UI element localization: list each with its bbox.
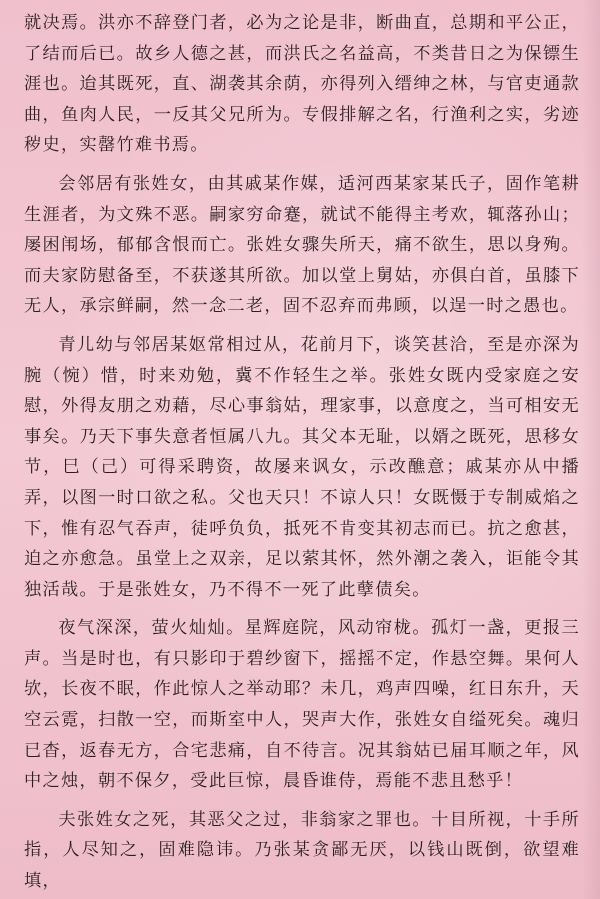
paragraph-5: 夫张姓女之死，其恶父之过，非翁家之罪也。十目所视，十手所指，人尽知之，固难隐讳。乃张某贪鄙无厌，以钱山既倒，欲望难填， — [24, 809, 580, 892]
paragraph-3: 青儿幼与邻居某妪常相过从，花前月下，谈笑甚洽，至是亦深为腕（惋）惜，时来劝勉，冀不作轻生之举。张姓女既内受家庭之安慰，外得友朋之劝藉，尽心事翁姑，理家事，以意度之，当可相安无事矣。乃天下事失意者恒属八九。其父本无耻，以婿之既死，思移女节，巳（己）可得采聘资，故屡来讽女，示改醮意；戚某亦从中播弄，以图一时口欲之私。父也天只！不谅人只！女既慑于专制威焰之下，惟有忍气吞声，徒呼负负，抵死不肯变其初志而已。抗之愈甚，迫之亦愈急。虽堂上之双亲，足以萦其怀，然外潮之袭入，讵能令其独活哉。于是张姓女，乃不得不一死了此孽债矣。 — [24, 334, 580, 600]
paragraph-4: 夜气深深，萤火灿灿。星辉庭院，风动帘栊。孤灯一盏，更报三声。当是时也，有只影印于碧纱窗下，摇摇不定，作悬空舞。果何人欤，长夜不眠，作此惊人之举动耶？未几，鸡声四噪，红日东升，天空云霓，扫散一空，而斯室中人，哭声大作，张姓女自缢死矣。魂归已杳，返春无方，合宅悲痛，自不待言。况其翁姑已届耳顺之年，风中之烛，朝不保夕，受此巨惊，晨昏谁侍，焉能不悲且愁乎！ — [24, 618, 580, 792]
paragraph-2: 会邻居有张姓女，由其戚某作媒，适河西某家某氏子，固作笔耕生涯者，为文殊不恶。嗣家穷命蹇，就试不能得主考欢，辄落孙山；屡困闱场，郁郁含恨而亡。张姓女骤失所天，痛不欲生，思以身殉。而夫家防慰备至，不获遂其所欲。加以堂上舅姑，亦俱白首，虽膝下无人，承宗鲜嗣，然一念二老，固不忍弃而弗顾，以逞一时之愚也。 — [24, 173, 580, 317]
paragraph-1: 就决焉。洪亦不辞登门者，必为之论是非，断曲直，总期和平公正，了结而后已。故乡人德之甚，而洪氏之名益高，不类昔日之为保镖生涯也。迨其既死，直、湖袭其余荫，亦得列入缙绅之林，与官吏通款曲，鱼肉人民，一反其父兄所为。专假排解之名，行渔利之实，劣迹秽史，实罄竹难书焉。 — [24, 13, 580, 156]
page-edge-shadow — [582, 0, 600, 899]
